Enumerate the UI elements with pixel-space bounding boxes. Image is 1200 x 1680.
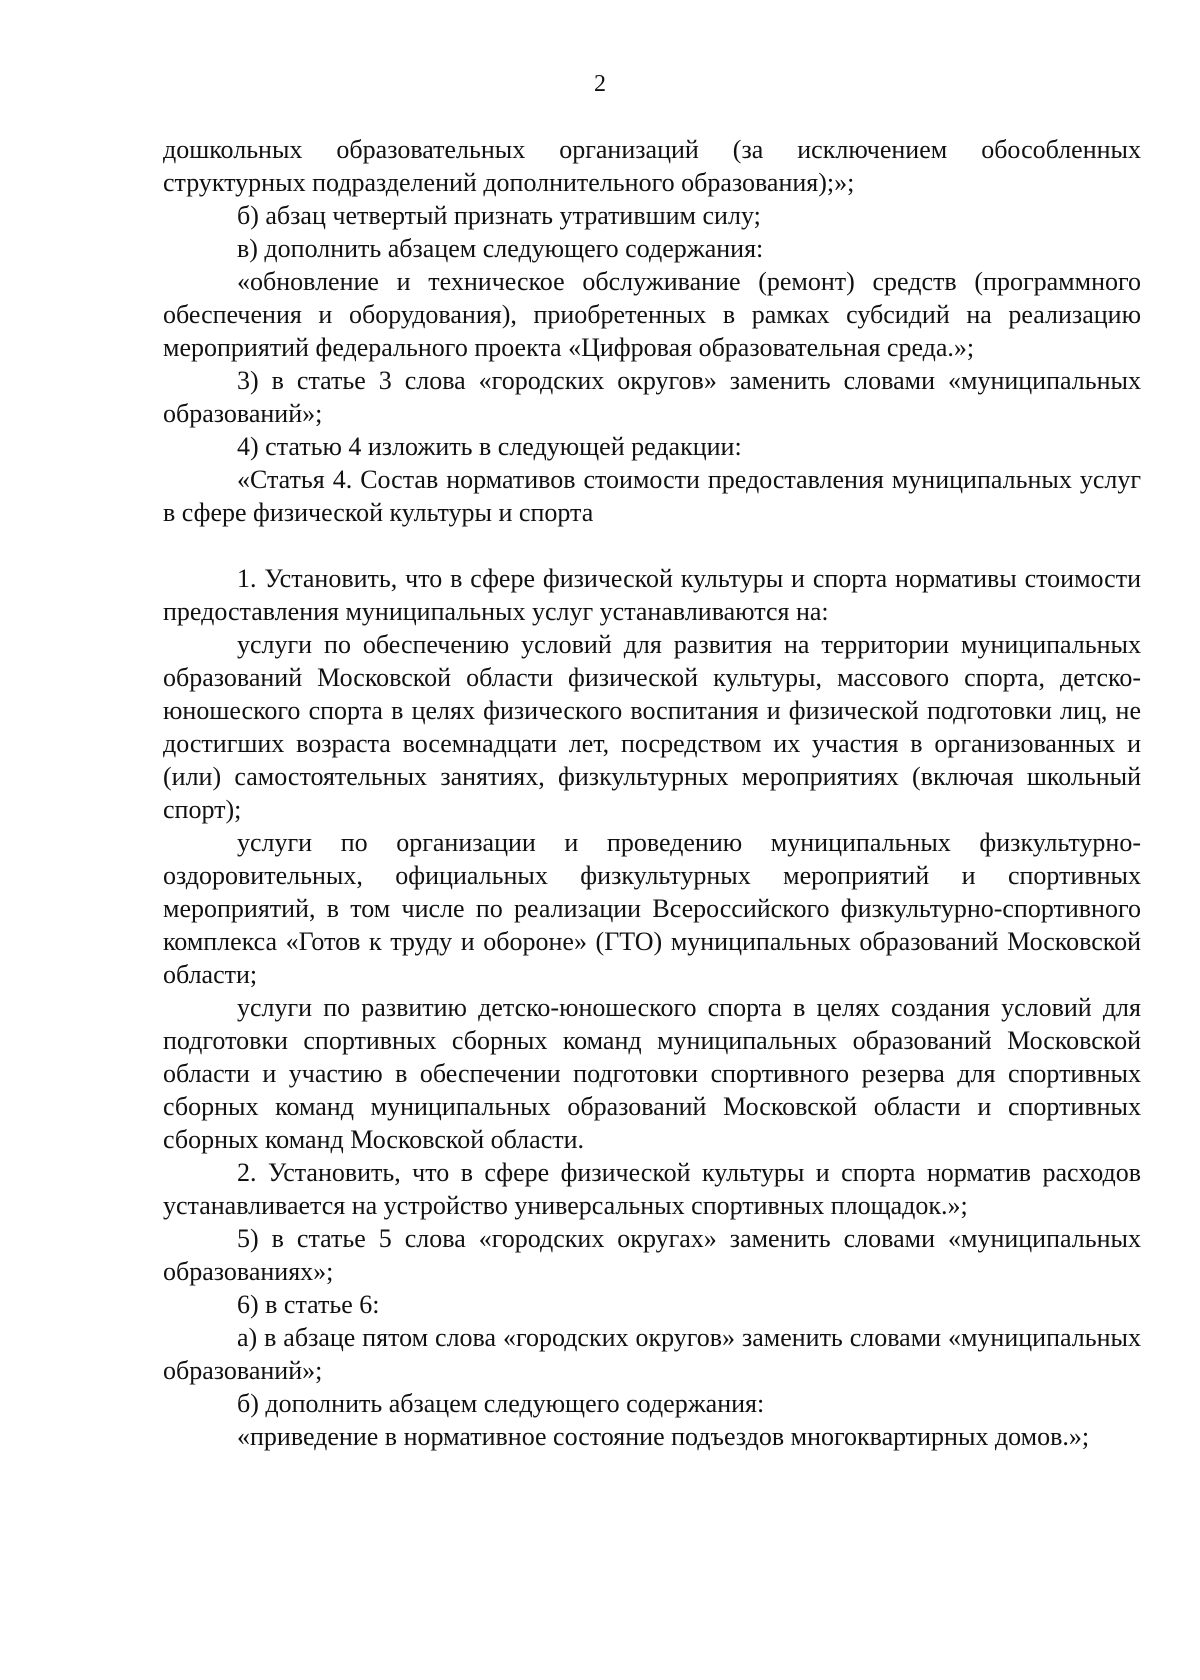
document-body [163,133,1141,1453]
article-4-heading: «Статья 4. Состав нормативов стоимости предоставления муниципальных услуг в сфере физической культуры и спорта [163,465,1141,527]
paragraph-item-v: в) дополнить абзацем следующего содержания: [237,234,764,263]
service-events: услуги по организации и проведению муниципальных физкультурно-оздоровительных, официальных физкультурных мероприятий и спортивных мероприятий, в том числе по реализации Всероссийского физкультурно-спортивного комплекса «Готов к труду и обороне» (ГТО) муниципальных образований Московской области; [163,828,1141,989]
paragraph-item-6b: б) дополнить абзацем следующего содержания: [237,1389,765,1418]
paragraph-item-6a: а) в абзаце пятом слова «городских округов» заменить словами «муниципальных образований»; [163,1323,1141,1385]
paragraph-item-5: 5) в статье 5 слова «городских округах» заменить словами «муниципальных образованиях»; [163,1224,1141,1286]
article-4-clause-1: 1. Установить, что в сфере физической культуры и спорта нормативы стоимости предоставления муниципальных услуг устанавливаются на: [163,564,1141,626]
paragraph-item-3: 3) в статье 3 слова «городских округов» заменить словами «муниципальных образований»; [163,366,1141,428]
paragraph-continuation: дошкольных образовательных организаций (за исключением обособленных структурных подразделений дополнительного образования);»; [163,135,1141,197]
paragraph-quote-update: «обновление и техническое обслуживание (ремонт) средств (программного обеспечения и оборудования), приобретенных в рамках субсидий на реализацию мероприятий федерального проекта «Цифровая образовательная среда.»; [163,267,1141,362]
paragraph-item-b: б) абзац четвертый признать утратившим силу; [237,201,761,230]
paragraph-item-6: 6) в статье 6: [237,1290,380,1319]
service-youth-sport: услуги по развитию детско-юношеского спорта в целях создания условий для подготовки спортивных сборных команд муниципальных образований Московской области и участию в обеспечении подготовки спортивного резерва для спортивных сборных команд муниципальных образований Московской области и спортивных сборных команд Московской области. [163,993,1141,1154]
service-physical-culture: услуги по обеспечению условий для развития на территории муниципальных образований Московской области физической культуры, массового спорта, детско-юношеского спорта в целях физического воспитания и физической подготовки лиц, не достигших возраста восемнадцати лет, посредством их участия в организованных и (или) самостоятельных занятиях, физкультурных мероприятиях (включая школьный спорт); [163,630,1141,824]
paragraph-item-4: 4) статью 4 изложить в следующей редакции: [237,432,742,461]
article-4-clause-2: 2. Установить, что в сфере физической культуры и спорта норматив расходов устанавливается на устройство универсальных спортивных площадок.»; [163,1158,1141,1220]
paragraph-quote-entrances: «приведение в нормативное состояние подъездов многоквартирных домов.»; [237,1422,1090,1451]
page-number: 2 [594,71,606,97]
